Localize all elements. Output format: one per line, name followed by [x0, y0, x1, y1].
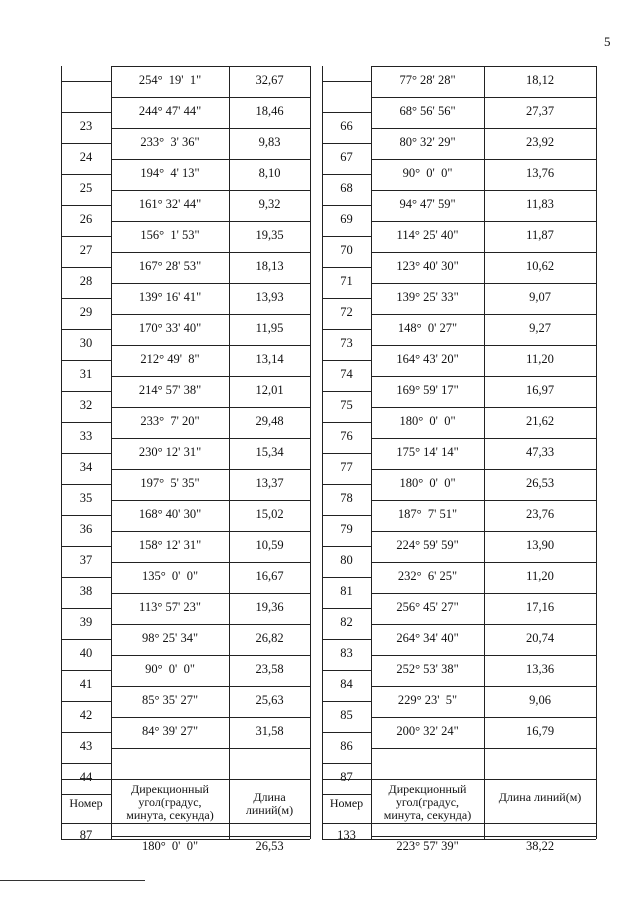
row-rule-data	[371, 159, 596, 160]
row-number: 35	[79, 491, 93, 505]
row-rule-data	[111, 159, 310, 160]
row-length: 13,14	[255, 352, 284, 366]
row-angle: 98° 25' 34"	[141, 631, 199, 645]
row-length: 13,37	[255, 476, 284, 490]
row-number: 39	[79, 615, 93, 629]
row-length: 11,95	[255, 321, 284, 335]
row-angle: 214° 57' 38"	[138, 383, 202, 397]
row-rule-data	[111, 283, 310, 284]
row-length: 19,35	[255, 228, 284, 242]
row-rule-data	[371, 655, 596, 656]
row-angle: 168° 40' 30"	[138, 507, 202, 521]
row-rule-data	[371, 376, 596, 377]
row-rule-number	[61, 670, 111, 671]
row-number: 34	[79, 460, 93, 474]
row-rule-number	[61, 112, 111, 113]
row-rule-number	[61, 608, 111, 609]
row-rule-number	[61, 267, 111, 268]
row-rule-number	[61, 546, 111, 547]
row-angle: 187° 7' 51"	[397, 507, 458, 521]
row-angle: 164° 43' 20"	[396, 352, 459, 366]
row-number: 23	[79, 119, 93, 133]
row-rule-number	[322, 670, 371, 671]
row-angle: 156° 1' 53"	[140, 228, 200, 242]
row-rule-number	[322, 205, 371, 206]
footer-length: 26,53	[255, 839, 284, 853]
row-angle: 197° 5' 35"	[140, 476, 200, 490]
row-number: 40	[79, 646, 93, 660]
row-length: 23,76	[525, 507, 555, 521]
row-number: 43	[79, 739, 93, 753]
row-length: 10,62	[525, 259, 555, 273]
row-angle: 175° 14' 14"	[396, 445, 459, 459]
row-rule-number	[322, 391, 371, 392]
row-rule-number	[61, 205, 111, 206]
page-number: 5	[604, 34, 611, 49]
row-length: 23,92	[525, 135, 555, 149]
row-number: 68	[340, 181, 353, 195]
header-number: Номер	[329, 796, 364, 810]
row-rule-data	[111, 345, 310, 346]
row-length: 21,62	[525, 414, 555, 428]
row-rule-number	[61, 174, 111, 175]
row-length: 18,13	[255, 259, 284, 273]
row-number: 25	[79, 181, 93, 195]
row-number: 41	[79, 677, 93, 691]
row-number: 72	[340, 305, 353, 319]
row-length: 11,20	[526, 352, 554, 366]
footer-number: 87	[79, 828, 93, 842]
row-number: 69	[340, 212, 353, 226]
row-rule-number	[322, 267, 371, 268]
row-rule-number	[322, 577, 371, 578]
row-angle: 233° 3' 36"	[140, 135, 200, 149]
row-rule-number	[322, 81, 371, 82]
row-angle: 114° 25' 40"	[396, 228, 459, 242]
row-number: 81	[340, 584, 353, 598]
row-angle: 180° 0' 0"	[399, 476, 456, 490]
row-length: 13,93	[255, 290, 284, 304]
row-angle: 194° 4' 13"	[140, 166, 200, 180]
row-rule-data	[111, 376, 310, 377]
row-number: 44	[79, 770, 93, 784]
row-rule-data	[111, 97, 310, 98]
row-angle: 135° 0' 0"	[141, 569, 199, 583]
row-rule-number	[322, 422, 371, 423]
row-number: 38	[79, 584, 93, 598]
row-length: 18,46	[255, 104, 284, 118]
row-rule-number	[322, 794, 371, 795]
row-angle: 169° 59' 17"	[396, 383, 459, 397]
row-rule-data	[371, 717, 596, 718]
row-rule-number	[61, 515, 111, 516]
row-rule-data	[371, 128, 596, 129]
row-rule-number	[61, 453, 111, 454]
table-border-right	[310, 66, 311, 839]
row-angle: 264° 34' 40"	[396, 631, 459, 645]
row-rule-data	[371, 283, 596, 284]
row-length: 16,79	[525, 724, 555, 738]
row-number: 76	[340, 429, 353, 443]
row-number: 85	[340, 708, 353, 722]
row-rule-data	[111, 314, 310, 315]
header-rule-top	[61, 779, 310, 780]
row-rule-number	[61, 298, 111, 299]
row-angle: 170° 33' 40"	[138, 321, 202, 335]
row-angle: 229° 23' 5"	[397, 693, 458, 707]
row-number: 42	[79, 708, 93, 722]
row-angle: 244° 47' 44"	[138, 104, 202, 118]
row-number: 86	[340, 739, 353, 753]
footer-angle: 180° 0' 0"	[141, 839, 199, 853]
row-rule-number	[322, 143, 371, 144]
row-rule-data	[111, 593, 310, 594]
row-angle: 139° 16' 41"	[138, 290, 202, 304]
row-angle: 85° 35' 27"	[141, 693, 199, 707]
row-number: 75	[340, 398, 353, 412]
row-angle: 148° 0' 27"	[397, 321, 458, 335]
row-rule-number	[61, 577, 111, 578]
row-rule-number	[61, 732, 111, 733]
row-length: 13,76	[525, 166, 555, 180]
row-rule-data	[111, 500, 310, 501]
row-length: 9,83	[258, 135, 281, 149]
row-number: 28	[79, 274, 93, 288]
row-length: 9,07	[529, 290, 551, 304]
row-length: 11,87	[526, 228, 554, 242]
row-rule-data	[111, 252, 310, 253]
row-angle: 68° 56' 56"	[399, 104, 456, 118]
row-rule-number	[322, 515, 371, 516]
row-number: 37	[79, 553, 93, 567]
row-length: 18,12	[525, 73, 555, 87]
row-number: 26	[79, 212, 93, 226]
row-rule-data	[111, 438, 310, 439]
row-rule-data	[371, 686, 596, 687]
row-number: 29	[79, 305, 93, 319]
row-length: 13,36	[525, 662, 555, 676]
row-angle: 90° 0' 0"	[145, 662, 195, 676]
row-rule-number	[322, 360, 371, 361]
row-rule-number	[322, 112, 371, 113]
row-number: 78	[340, 491, 353, 505]
row-number: 67	[340, 150, 353, 164]
row-angle: 113° 57' 23"	[139, 600, 201, 614]
row-rule-number	[322, 236, 371, 237]
row-rule-data	[371, 221, 596, 222]
footer-rule-split	[371, 836, 596, 837]
row-rule-data	[371, 252, 596, 253]
right-table	[322, 66, 596, 853]
row-rule-data	[111, 748, 310, 749]
row-length: 11,20	[526, 569, 554, 583]
row-angle: 90° 0' 0"	[402, 166, 453, 180]
row-number: 74	[340, 367, 353, 381]
row-number: 82	[340, 615, 353, 629]
row-rule-data	[371, 190, 596, 191]
row-number: 79	[340, 522, 353, 536]
footer-number: 133	[337, 828, 356, 842]
header-rule-bottom	[61, 823, 310, 824]
row-angle: 200° 32' 24"	[396, 724, 459, 738]
row-rule-data	[371, 531, 596, 532]
row-length: 26,82	[255, 631, 284, 645]
row-length: 32,67	[255, 73, 284, 87]
row-length: 47,33	[525, 445, 555, 459]
footer-length: 38,22	[525, 839, 555, 853]
row-angle: 252° 53' 38"	[396, 662, 459, 676]
row-rule-data	[111, 190, 310, 191]
row-angle: 80° 32' 29"	[399, 135, 456, 149]
header-rule-bottom	[322, 823, 596, 824]
row-length: 25,63	[255, 693, 284, 707]
row-rule-data	[111, 686, 310, 687]
row-rule-data	[111, 531, 310, 532]
row-length: 15,34	[255, 445, 284, 459]
left-table	[61, 66, 310, 853]
row-number: 36	[79, 522, 93, 536]
row-angle: 77° 28' 28"	[399, 73, 456, 87]
row-rule-data	[371, 500, 596, 501]
row-rule-number	[61, 701, 111, 702]
row-rule-number	[61, 794, 111, 795]
row-length: 31,58	[255, 724, 284, 738]
row-rule-number	[61, 143, 111, 144]
row-rule-data	[371, 407, 596, 408]
row-rule-number	[322, 546, 371, 547]
row-rule-number	[322, 329, 371, 330]
row-angle: 158° 12' 31"	[138, 538, 202, 552]
row-rule-number	[322, 453, 371, 454]
row-number: 83	[340, 646, 353, 660]
row-rule-number	[61, 360, 111, 361]
row-length: 9,32	[258, 197, 281, 211]
row-angle: 232° 6' 25"	[397, 569, 458, 583]
row-rule-number	[322, 732, 371, 733]
row-rule-number	[322, 608, 371, 609]
row-length: 15,02	[255, 507, 284, 521]
row-angle: 84° 39' 27"	[141, 724, 199, 738]
row-rule-data	[371, 97, 596, 98]
table-border-right	[596, 66, 597, 839]
header-length: Длина линий(м)	[498, 790, 582, 804]
row-number: 33	[79, 429, 93, 443]
row-length: 8,10	[258, 166, 281, 180]
row-number: 24	[79, 150, 93, 164]
row-rule-number	[61, 329, 111, 330]
row-rule-data	[371, 66, 596, 67]
row-angle: 94° 47' 59"	[399, 197, 456, 211]
row-number: 77	[340, 460, 353, 474]
row-angle: 180° 0' 0"	[399, 414, 456, 428]
row-length: 16,97	[525, 383, 555, 397]
row-angle: 161° 32' 44"	[138, 197, 202, 211]
footnote-separator	[0, 880, 145, 881]
row-rule-data	[111, 717, 310, 718]
row-number: 80	[340, 553, 353, 567]
row-number: 84	[340, 677, 353, 691]
row-angle: 139° 25' 33"	[396, 290, 459, 304]
header-angle: Дирекционный угол(градус, минута, секунда)	[383, 782, 472, 822]
row-rule-number	[61, 484, 111, 485]
row-length: 26,53	[525, 476, 555, 490]
row-rule-number	[61, 422, 111, 423]
row-angle: 254° 19' 1"	[138, 73, 202, 87]
row-rule-data	[371, 562, 596, 563]
row-rule-data	[111, 221, 310, 222]
row-number: 32	[79, 398, 93, 412]
row-length: 17,16	[525, 600, 555, 614]
row-rule-data	[111, 624, 310, 625]
row-length: 16,67	[255, 569, 284, 583]
row-rule-number	[61, 81, 111, 82]
footer-angle: 223° 57' 39"	[396, 839, 459, 853]
row-length: 12,01	[255, 383, 284, 397]
row-rule-data	[111, 66, 310, 67]
row-rule-number	[322, 484, 371, 485]
row-number: 31	[79, 367, 93, 381]
row-rule-number	[322, 701, 371, 702]
row-number: 27	[79, 243, 93, 257]
row-number: 73	[340, 336, 353, 350]
row-rule-data	[111, 469, 310, 470]
header-length: Длина линий(м)	[245, 790, 294, 817]
row-angle: 230° 12' 31"	[138, 445, 202, 459]
row-rule-data	[371, 748, 596, 749]
row-number: 30	[79, 336, 93, 350]
row-length: 13,90	[525, 538, 555, 552]
row-number: 66	[340, 119, 353, 133]
row-rule-data	[371, 314, 596, 315]
row-rule-data	[111, 407, 310, 408]
row-angle: 212° 49' 8"	[140, 352, 200, 366]
row-rule-number	[322, 639, 371, 640]
row-angle: 256° 45' 27"	[396, 600, 459, 614]
footer-rule-split	[111, 836, 310, 837]
row-rule-data	[111, 128, 310, 129]
row-rule-data	[371, 593, 596, 594]
row-rule-number	[61, 639, 111, 640]
row-length: 29,48	[255, 414, 284, 428]
row-rule-number	[322, 763, 371, 764]
row-length: 10,59	[255, 538, 284, 552]
row-angle: 123° 40' 30"	[396, 259, 459, 273]
row-angle: 233° 7' 20"	[140, 414, 200, 428]
row-length: 19,36	[255, 600, 284, 614]
row-length: 23,58	[255, 662, 284, 676]
row-rule-number	[61, 391, 111, 392]
header-rule-top	[322, 779, 596, 780]
row-angle: 224° 59' 59"	[396, 538, 459, 552]
row-rule-data	[371, 345, 596, 346]
row-rule-number	[322, 174, 371, 175]
row-length: 27,37	[525, 104, 555, 118]
row-rule-data	[111, 655, 310, 656]
row-rule-data	[371, 469, 596, 470]
row-number: 87	[340, 770, 353, 784]
row-rule-number	[61, 763, 111, 764]
row-number: 70	[340, 243, 353, 257]
row-length: 9,27	[529, 321, 551, 335]
row-rule-data	[111, 562, 310, 563]
row-rule-data	[371, 624, 596, 625]
row-length: 20,74	[525, 631, 555, 645]
row-rule-number	[322, 298, 371, 299]
row-rule-number	[61, 236, 111, 237]
header-number: Номер	[69, 796, 103, 810]
row-length: 9,06	[529, 693, 551, 707]
row-rule-data	[371, 438, 596, 439]
row-length: 11,83	[526, 197, 554, 211]
header-angle: Дирекционный угол(градус, минута, секунда)	[126, 782, 214, 822]
row-angle: 167° 28' 53"	[138, 259, 202, 273]
row-number: 71	[340, 274, 353, 288]
